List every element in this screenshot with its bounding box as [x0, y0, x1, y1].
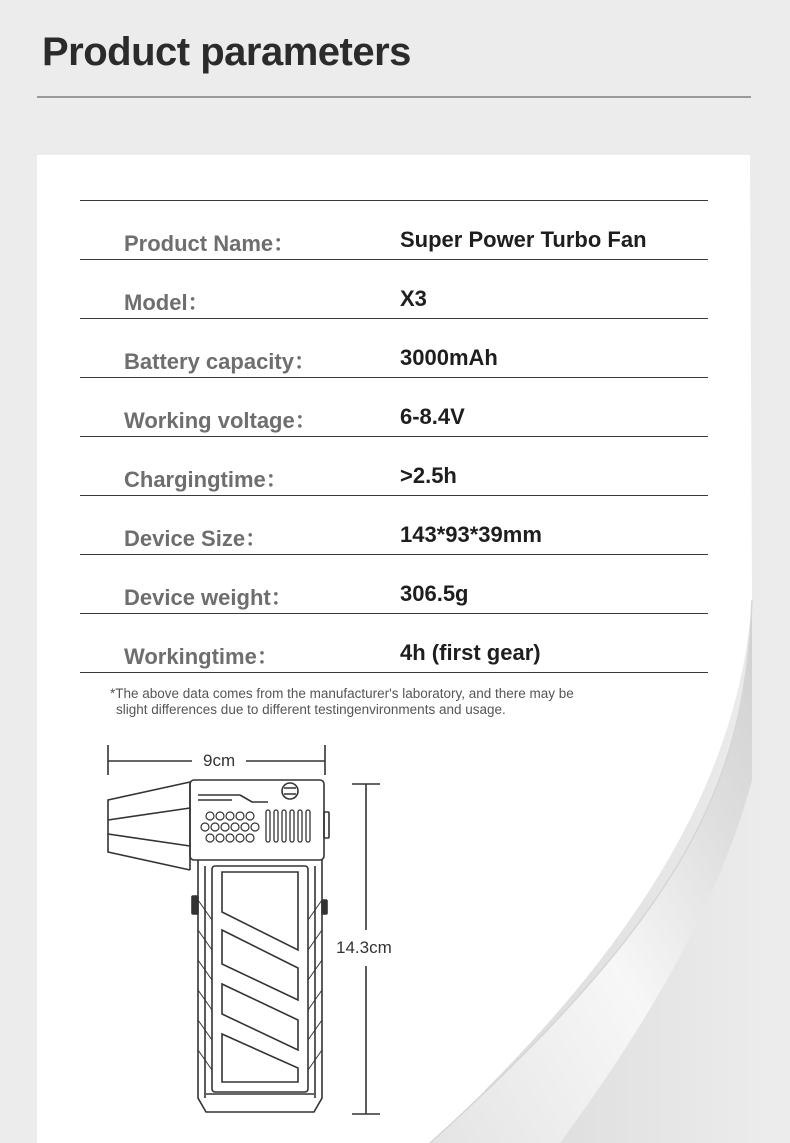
spec-label: Model： — [124, 290, 210, 315]
spec-value: X3 — [400, 286, 427, 311]
footnote-line-2: slight differences due to different testingenvironments and usage. — [116, 702, 506, 717]
page-title: Product parameters — [42, 30, 411, 74]
spec-value: 6-8.4V — [400, 404, 465, 429]
width-dimension-label: 9cm — [203, 751, 236, 770]
spec-label: Working voltage： — [124, 408, 317, 433]
spec-label: Device weight： — [124, 585, 293, 610]
footnote-line-1: *The above data comes from the manufacturer's laboratory, and there may be — [110, 686, 574, 701]
spec-label: Chargingtime： — [124, 467, 288, 492]
spec-value: 143*93*39mm — [400, 522, 542, 547]
height-dimension-label: 14.3cm — [336, 938, 392, 957]
spec-label: Device Size： — [124, 526, 268, 551]
spec-label: Product Name： — [124, 231, 296, 256]
spec-value: 3000mAh — [400, 345, 498, 370]
spec-value: Super Power Turbo Fan — [400, 227, 647, 252]
spec-value: 4h (first gear) — [400, 640, 541, 665]
spec-label: Workingtime： — [124, 644, 279, 669]
spec-value: >2.5h — [400, 463, 457, 488]
spec-label: Battery capacity： — [124, 349, 316, 374]
spec-value: 306.5g — [400, 581, 469, 606]
